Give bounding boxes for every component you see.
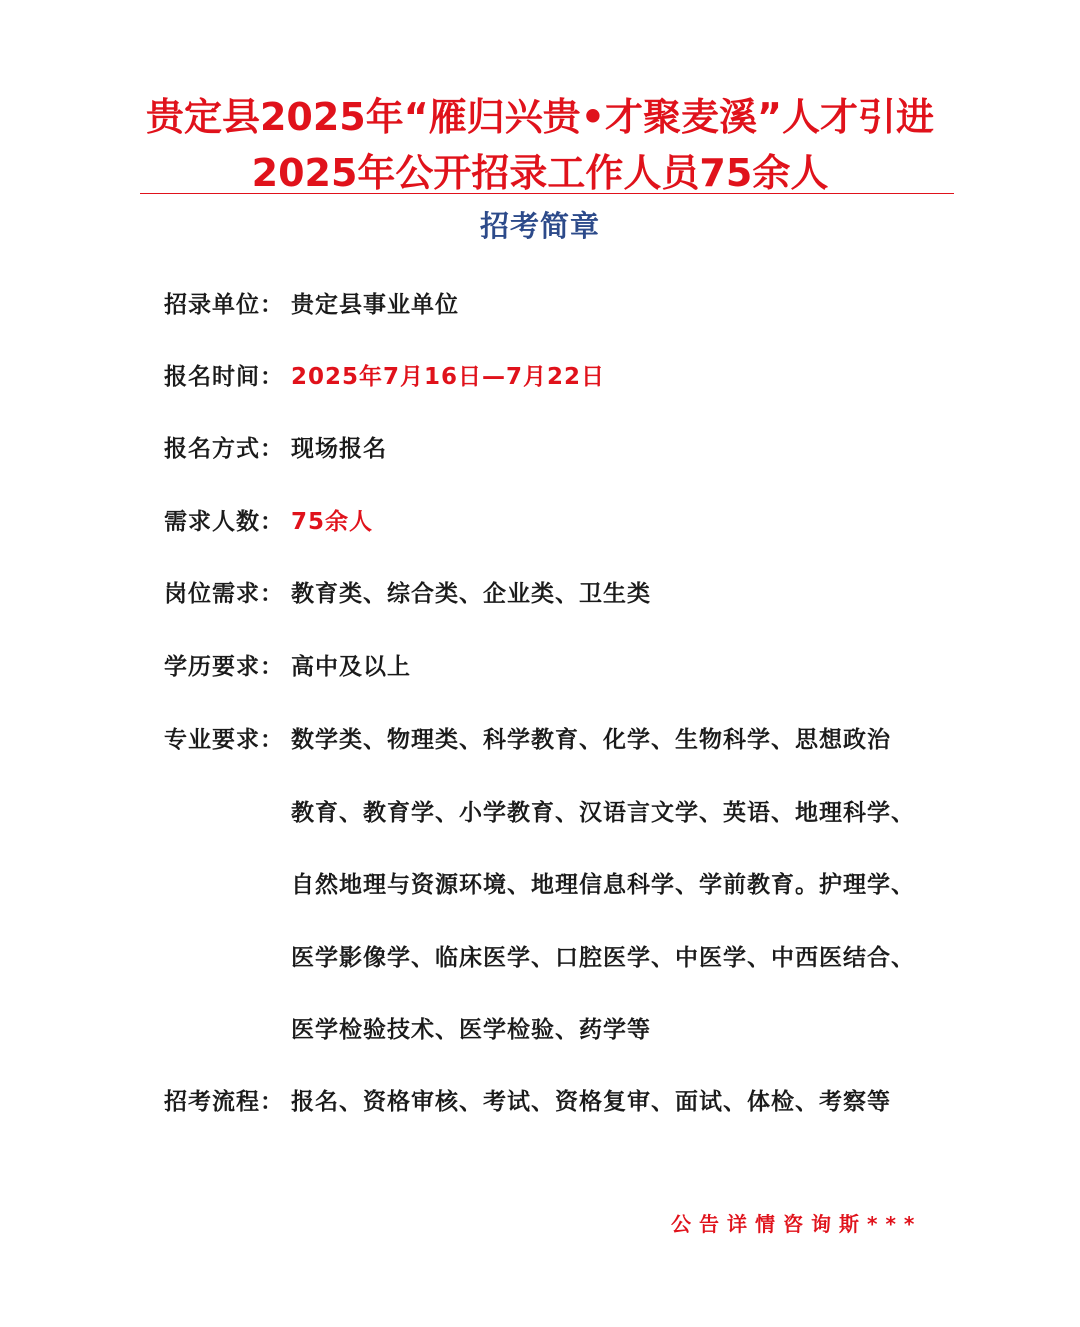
field-majors-line: 教育、教育学、小学教育、汉语言文学、英语、地理科学、 [291, 800, 915, 826]
field-positions [164, 577, 651, 611]
field-unit-label: 招录单位： [164, 292, 284, 318]
field-education [164, 650, 411, 684]
field-method [164, 432, 387, 466]
field-process-value: 报名、资格审核、考试、资格复审、面试、体检、考察等 [291, 1089, 891, 1115]
field-process [164, 1085, 891, 1119]
subtitle: 招考简章 [479, 209, 600, 243]
field-time-label: 报名时间： [164, 364, 284, 390]
field-unit-value: 贵定县事业单位 [291, 292, 459, 318]
field-majors-line: 数学类、物理类、科学教育、化学、生物科学、思想政治 [291, 727, 891, 753]
field-time [164, 360, 605, 394]
title-line-1: 贵定县2025年“雁归兴贵•才聚麦溪”人才引进 [145, 95, 934, 139]
contact-note: 公告详情咨询斯*** [671, 1212, 923, 1236]
field-count-value: 75余人 [291, 509, 374, 535]
title-divider [140, 193, 954, 194]
field-process-label: 招考流程： [164, 1089, 284, 1115]
field-majors-line: 自然地理与资源环境、地理信息科学、学前教育。护理学、 [291, 872, 915, 898]
field-method-label: 报名方式： [164, 436, 284, 462]
field-majors-line: 医学检验技术、医学检验、药学等 [291, 1017, 651, 1043]
field-method-value: 现场报名 [291, 436, 387, 462]
field-unit [164, 288, 459, 322]
field-education-value: 高中及以上 [291, 654, 411, 680]
field-count [164, 505, 373, 539]
field-majors-line: 医学影像学、临床医学、口腔医学、中医学、中西医结合、 [291, 945, 915, 971]
field-count-label: 需求人数： [164, 509, 284, 535]
field-time-value: 2025年7月16日—7月22日 [291, 364, 606, 390]
field-majors-label: 专业要求： [164, 727, 284, 753]
field-education-label: 学历要求： [164, 654, 284, 680]
title-line-2: 2025年公开招录工作人员75余人 [251, 151, 829, 195]
field-positions-value: 教育类、综合类、企业类、卫生类 [291, 581, 651, 607]
field-majors [164, 723, 891, 757]
field-positions-label: 岗位需求： [164, 581, 284, 607]
